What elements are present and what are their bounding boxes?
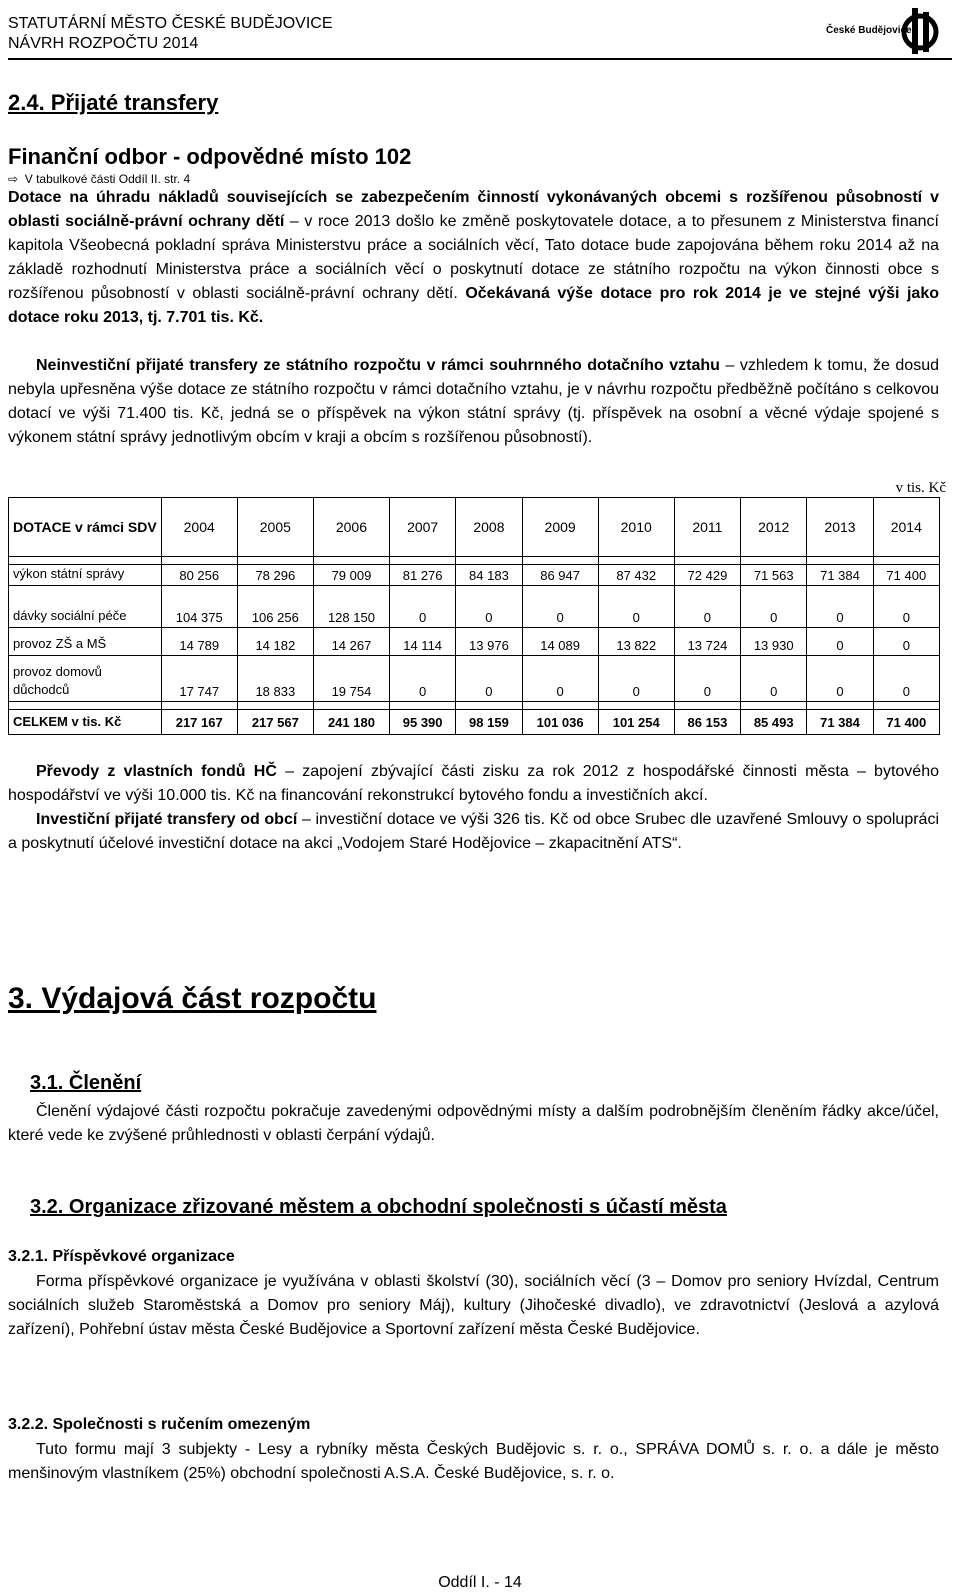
year-cell: 2010	[598, 498, 674, 557]
year-cell: 2007	[390, 498, 456, 557]
row-label: výkon státní správy	[9, 565, 162, 586]
value-cell: 80 256	[161, 565, 237, 586]
year-cell: 2005	[237, 498, 313, 557]
value-cell: 84 183	[456, 565, 522, 586]
paragraph-investment	[8, 808, 939, 856]
paragraph-text: Tuto formu mají 3 subjekty - Lesy a rybníky města Českých Budějovic s. r. o., SPRÁVA DOMŮ s. r. o. a dále je město menšinovým vlastníkem (25%) obchodní společnosti A.S.A. České Budějovice, s. r. o.	[8, 1441, 939, 1482]
section-3-2-2-title: 3.2.2. Společnosti s ručením omezeným	[8, 1416, 311, 1433]
paragraph-lead: Převody z vlastních fondů HČ	[36, 763, 277, 780]
total-cell: 85 493	[741, 710, 807, 735]
arrow-right-icon: ⇨	[8, 172, 19, 186]
sdv-table	[8, 497, 940, 735]
value-cell: 71 400	[873, 565, 939, 586]
paragraph-text: – v roce 2013 došlo ke změně poskytovatele dotace, a to přesunem z Ministerstva financí kapitola Všeobecná pokladní správa Ministerstvu práce a sociálních věcí, Tato dotace bude zapojována během roku 2014 až na základě rozhodnutí Ministerstva práce a sociálních věcí o poskytnutí dotace ze státního rozpočtu na výkon činnosti obce s rozšířenou působností v oblasti sociálně-právní ochrany dětí.	[8, 213, 939, 302]
value-cell: 0	[873, 656, 939, 702]
header-city: STATUTÁRNÍ MĚSTO ČESKÉ BUDĚJOVICE	[8, 15, 333, 32]
row-label: provoz domovů důchodců	[9, 656, 162, 702]
paragraph-text: Členění výdajové části rozpočtu pokračuje zavedenými odpovědnými místy a dalším podrobnějším členěním řádky akce/účel, které vede ke zvýšené průhlednosti v oblasti čerpání výdajů.	[8, 1103, 939, 1144]
value-cell: 0	[522, 656, 598, 702]
total-cell: 217 167	[161, 710, 237, 735]
value-cell: 14 114	[390, 628, 456, 656]
value-cell: 0	[390, 656, 456, 702]
total-cell: 241 180	[313, 710, 389, 735]
chapter-title: 3. Výdajová část rozpočtu	[8, 982, 377, 1015]
table-row	[9, 565, 940, 586]
value-cell: 0	[807, 586, 873, 628]
section-3-2-1-title: 3.2.1. Příspěvkové organizace	[8, 1248, 235, 1265]
value-cell: 19 754	[313, 656, 389, 702]
value-cell: 13 976	[456, 628, 522, 656]
table-header-row	[9, 498, 940, 557]
value-cell: 71 384	[807, 565, 873, 586]
value-cell: 0	[674, 586, 740, 628]
paragraph-text: – vzhledem k tomu, že dosud nebyla upřesněna výše dotace ze státního rozpočtu v rámci dotačního vztahu, je v návrhu rozpočtu předběžně počítáno s celkovou dotací ve výši 71.400 tis. Kč, jedná se o příspěvek na výkon státní správy (tj. příspěvek na osobní a věcné výdaje spojené s výkonem státní správy jednotlivým obcím v kraji a obcím s rozšířenou působností).	[8, 357, 939, 446]
value-cell: 0	[456, 586, 522, 628]
value-cell: 0	[873, 628, 939, 656]
row-label: provoz ZŠ a MŠ	[9, 628, 162, 656]
paragraph-lead: Dotace na úhradu nákladů souvisejících se zabezpečením činností vykonávaných obcemi s rozšířenou působností v oblasti sociálně-právní ochrany dětí	[8, 189, 939, 230]
total-label: CELKEM v tis. Kč	[9, 710, 162, 735]
paragraph-3-2-2	[8, 1438, 939, 1486]
value-cell: 14 789	[161, 628, 237, 656]
paragraph-3-2-1	[8, 1270, 939, 1342]
value-cell: 71 563	[741, 565, 807, 586]
table-gap-row	[9, 557, 940, 565]
table-reference	[8, 172, 190, 186]
value-cell: 128 150	[313, 586, 389, 628]
table-row	[9, 586, 940, 628]
total-cell: 98 159	[456, 710, 522, 735]
table-head-label: DOTACE v rámci SDV	[9, 498, 162, 557]
paragraph-sodp	[8, 186, 939, 330]
table-total-row	[9, 710, 940, 735]
row-label: dávky sociální péče	[9, 586, 162, 628]
value-cell: 0	[674, 656, 740, 702]
value-cell: 106 256	[237, 586, 313, 628]
value-cell: 72 429	[674, 565, 740, 586]
total-cell: 101 036	[522, 710, 598, 735]
value-cell: 79 009	[313, 565, 389, 586]
paragraph-lead: Investiční přijaté transfery od obcí	[36, 811, 298, 828]
paragraph-text: – zapojení zbývající části zisku za rok 2012 z hospodářské činnosti města – bytového hospodářství ve výši 10.000 tis. Kč na financování rekonstrukcí bytového fondu a investičních akcí.	[8, 763, 939, 804]
year-cell: 2009	[522, 498, 598, 557]
value-cell: 18 833	[237, 656, 313, 702]
paragraph-transfers	[8, 760, 939, 856]
year-cell: 2006	[313, 498, 389, 557]
value-cell: 0	[390, 586, 456, 628]
section-3-2-title: 3.2. Organizace zřizované městem a obchodní společnosti s účastí města	[30, 1196, 727, 1218]
value-cell: 104 375	[161, 586, 237, 628]
paragraph-funds	[8, 760, 939, 808]
value-cell: 86 947	[522, 565, 598, 586]
total-cell: 101 254	[598, 710, 674, 735]
year-cell: 2008	[456, 498, 522, 557]
value-cell: 78 296	[237, 565, 313, 586]
paragraph-3-1	[8, 1100, 939, 1148]
value-cell: 0	[456, 656, 522, 702]
value-cell: 13 724	[674, 628, 740, 656]
value-cell: 0	[741, 586, 807, 628]
city-logo-icon	[826, 6, 946, 56]
total-cell: 217 567	[237, 710, 313, 735]
year-cell: 2014	[873, 498, 939, 557]
table-row	[9, 628, 940, 656]
section-title: 2.4. Přijaté transfery	[8, 90, 219, 115]
value-cell: 0	[807, 656, 873, 702]
value-cell: 17 747	[161, 656, 237, 702]
table-unit: v tis. Kč	[895, 480, 946, 496]
value-cell: 0	[873, 586, 939, 628]
table-gap-row	[9, 702, 940, 710]
total-cell: 86 153	[674, 710, 740, 735]
value-cell: 13 822	[598, 628, 674, 656]
paragraph-text: – investiční dotace ve výši 326 tis. Kč od obce Srubec dle uzavřené Smlouvy o spolupráci a poskytnutí účelové investiční dotace na akci „Vodojem Staré Hodějovice – zkapacitnění ATS“.	[8, 811, 940, 852]
page-header	[8, 14, 333, 54]
value-cell: 0	[807, 628, 873, 656]
page-footer: Oddíl I. - 14	[438, 1574, 522, 1591]
value-cell: 0	[598, 656, 674, 702]
reference-text: V tabulkové části Oddíl II. str. 4	[24, 172, 191, 186]
value-cell: 0	[598, 586, 674, 628]
year-cell: 2011	[674, 498, 740, 557]
value-cell: 14 182	[237, 628, 313, 656]
value-cell: 14 267	[313, 628, 389, 656]
header-rule	[8, 58, 952, 60]
paragraph-text: Forma příspěvkové organizace je využívána v oblasti školství (30), sociálních věcí (3 – Domov pro seniory Hvízdal, Centrum sociálních služeb Staroměstská a Domov pro seniory Máj), kultury (Jihočeské divadlo), ve zdravotnictví (Jeslová a azylová zařízení), Pohřební ústav města České Budějovice a Sportovní zařízení města České Budějovice.	[8, 1273, 939, 1338]
paragraph-tail: Očekávaná výše dotace pro rok 2014 je ve stejné výši jako dotace roku 2013, tj. 7.701 tis. Kč.	[8, 285, 940, 326]
total-cell: 71 384	[807, 710, 873, 735]
year-cell: 2013	[807, 498, 873, 557]
city-logo	[826, 6, 946, 56]
value-cell: 13 930	[741, 628, 807, 656]
value-cell: 0	[522, 586, 598, 628]
section-subtitle: Finanční odbor - odpovědné místo 102	[8, 144, 412, 169]
year-cell: 2012	[741, 498, 807, 557]
value-cell: 0	[741, 656, 807, 702]
total-cell: 71 400	[873, 710, 939, 735]
logo-text: České Budějovice	[826, 25, 912, 36]
year-cell: 2004	[161, 498, 237, 557]
paragraph-sdv	[8, 354, 939, 450]
header-doc: NÁVRH ROZPOČTU 2014	[8, 35, 199, 52]
document-page	[8, 0, 952, 1589]
value-cell: 87 432	[598, 565, 674, 586]
paragraph-lead: Neinvestiční přijaté transfery ze státního rozpočtu v rámci souhrnného dotačního vztahu	[36, 357, 720, 374]
value-cell: 14 089	[522, 628, 598, 656]
section-3-1-title: 3.1. Členění	[30, 1072, 142, 1094]
total-cell: 95 390	[390, 710, 456, 735]
table-row	[9, 656, 940, 702]
value-cell: 81 276	[390, 565, 456, 586]
